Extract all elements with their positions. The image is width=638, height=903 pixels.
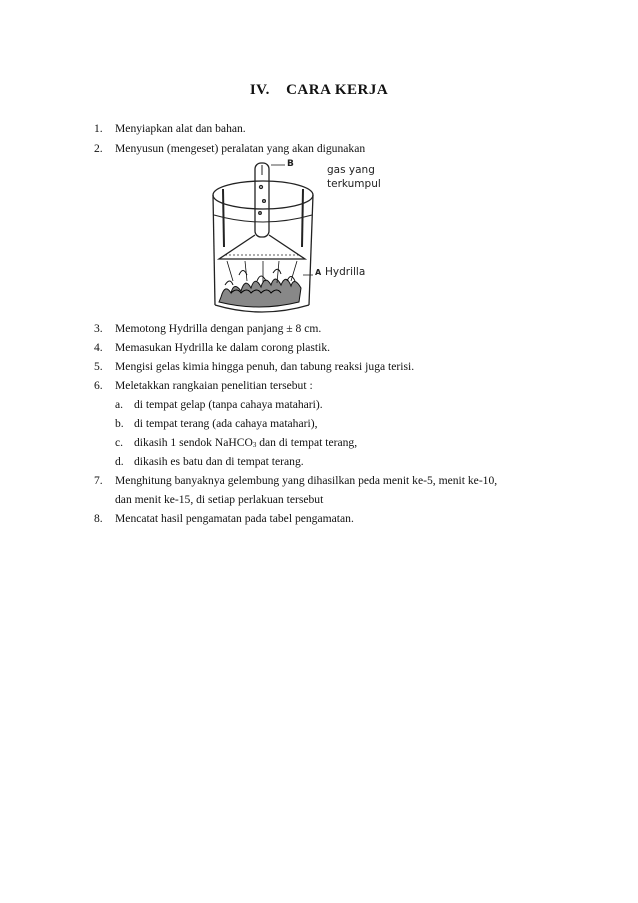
step-text: Mencatat hasil pengamatan pada tabel pengamatan. — [115, 512, 354, 525]
substep-letter: d. — [115, 455, 124, 468]
chemical-subscript: 3 — [252, 441, 257, 449]
substep-text-before: dikasih 1 sendok NaHCO — [134, 436, 253, 449]
section-number: IV. — [249, 82, 270, 98]
substep-a — [115, 398, 323, 411]
step-8 — [94, 512, 354, 525]
step-text: Menyusun (mengeset) peralatan yang akan digunakan — [115, 142, 366, 155]
step-text: Menghitung banyaknya gelembung yang dihasilkan peda menit ke-5, menit ke-10, — [115, 474, 498, 487]
step-text: Mengisi gelas kimia hingga penuh, dan tabung reaksi juga terisi. — [115, 360, 415, 373]
step-text: Memotong Hydrilla dengan panjang ± 8 cm. — [115, 322, 322, 335]
step-number: 5. — [94, 360, 103, 373]
step-7 — [94, 474, 497, 487]
section-heading — [0, 82, 638, 99]
substep-text-after: dan di tempat terang, — [256, 436, 358, 449]
substep-letter: c. — [115, 436, 124, 449]
step-number: 2. — [94, 142, 103, 155]
step-number: 7. — [94, 474, 103, 487]
step-5 — [94, 360, 414, 373]
substep-text: dikasih es batu dan di tempat terang. — [134, 455, 304, 468]
label-hydrilla: Hydrilla — [325, 266, 366, 278]
substep-c — [115, 436, 357, 449]
apparatus-figure — [205, 157, 385, 317]
substep-b — [115, 417, 317, 430]
label-gas-line-1: gas yang — [327, 164, 375, 176]
step-number: 8. — [94, 512, 103, 525]
label-gas-line-2: terkumpul — [327, 178, 381, 190]
step-number: 4. — [94, 341, 103, 354]
step-number: 1. — [94, 122, 103, 135]
substep-letter: b. — [115, 417, 124, 430]
substep-d — [115, 455, 304, 468]
substep-letter: a. — [115, 398, 124, 411]
step-4 — [94, 341, 330, 354]
step-text: Menyiapkan alat dan bahan. — [115, 122, 246, 135]
substep-text: di tempat terang (ada cahaya matahari), — [134, 417, 318, 430]
step-6 — [94, 379, 313, 392]
substep-text: di tempat gelap (tanpa cahaya matahari). — [134, 398, 323, 411]
step-3 — [94, 322, 321, 335]
section-title: CARA KERJA — [286, 82, 389, 98]
step-1 — [94, 122, 246, 135]
step-number: 3. — [94, 322, 103, 335]
step-2 — [94, 142, 365, 155]
step-number: 6. — [94, 379, 103, 392]
step-7-continuation: dan menit ke-15, di setiap perlakuan tersebut — [115, 493, 324, 506]
step-text: Meletakkan rangkaian penelitian tersebut : — [115, 379, 313, 392]
label-b: B — [287, 159, 294, 169]
label-a: A — [315, 268, 322, 277]
step-text: Memasukan Hydrilla ke dalam corong plastik. — [115, 341, 331, 354]
